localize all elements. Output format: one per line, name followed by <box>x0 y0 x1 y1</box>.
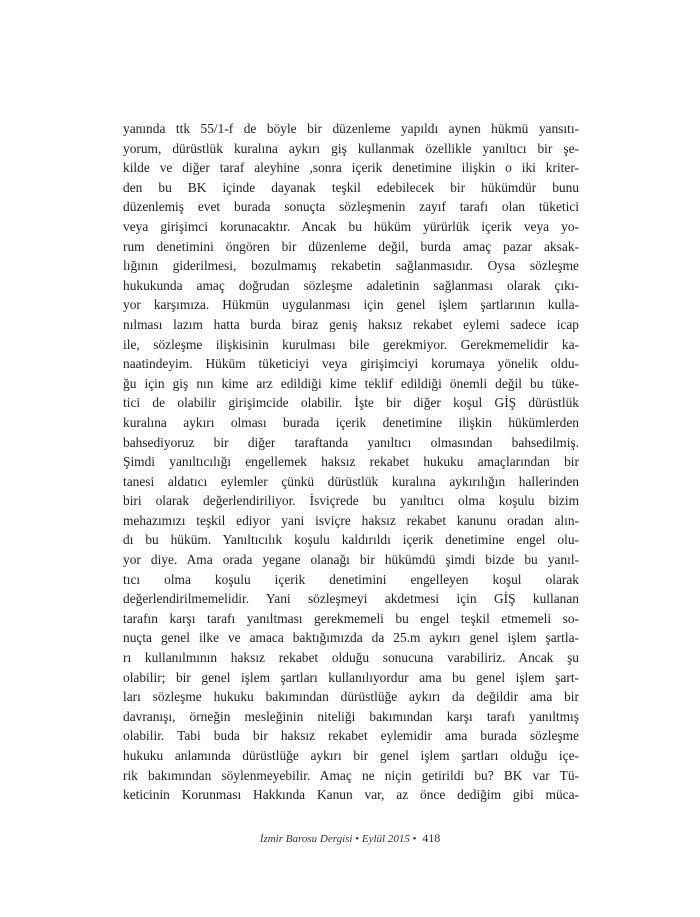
text-line: tarafın karşı tarafı yanıltması gerekmemeli bu engel teşkil etmemeli so- <box>123 610 579 626</box>
text-line: yanında ttk 55/1-f de böyle bir düzenleme yapıldı aynen hükmü yansıtı- <box>123 121 579 136</box>
page-footer <box>0 831 700 846</box>
text-line: veya girişimci korunacaktır. Ancak bu hüküm yürürlük içerik veya yo- <box>123 218 579 234</box>
text-line: değerlendirilmemelidir. Yani sözleşmeyi akdetmesi için GİŞ kullanan <box>123 591 579 607</box>
footer-separator-2: • <box>412 833 417 845</box>
text-line: ğu için giş nın kime arz edildiği kime teklif edildiği önemli değil bu tüke- <box>123 375 579 391</box>
body-text <box>123 119 579 805</box>
text-line: davranışı, örneğin mesleğinin niteliği bakımından karşı tarafı yanıltmış <box>123 708 579 724</box>
text-line: yorum, dürüstlük kuralına aykırı giş kullanmak özellikle yanıltıcı bir şe- <box>123 140 579 156</box>
text-line: kilde ve diğer taraf aleyhine ,sonra içerik denetimine ilişkin o iki kriter- <box>123 160 579 176</box>
page-number: 418 <box>422 831 441 845</box>
text-line: keticinin Korunması Hakkında Kanun var, az önce dediğim gibi müca- <box>123 787 579 803</box>
text-line: biri olarak değerlendiriliyor. İsviçrede bu yanıltıcı olma koşulu bizim <box>123 493 579 509</box>
text-line: hukukunda amaç doğrudan sözleşme adaletinin sağlanması olarak çıkı- <box>123 277 579 293</box>
text-line: mehazımızı teşkil ediyor yani isviçre haksız rekabet kanunu oradan alın- <box>123 512 579 528</box>
text-line: yor karşımıza. Hükmün uygulanması için genel işlem şartlarının kulla- <box>123 297 579 313</box>
text-line: nılması lazım hatta burda biraz geniş haksız rekabet eylemi sadece icap <box>123 316 579 332</box>
text-line: dı bu hüküm. Yanıltıcılık koşulu kaldırıldı içerik denetimine engel olu- <box>123 532 579 548</box>
text-line: ları sözleşme hukuku bakımından dürüstlüğe aykırı da değildir ama bir <box>123 689 579 705</box>
text-line: tanesi aldatıcı eylemler çünkü dürüstlük kuralına aykırılığın hallerinden <box>123 473 579 489</box>
text-line: olabilir; bir genel işlem şartları kullanılıyordur ama bu genel işlem şart- <box>123 669 579 685</box>
footer-journal-name: İzmir Barosu Dergisi <box>259 833 353 845</box>
text-line: bahsediyoruz bir diğer taraftanda yanıltıcı olmasından bahsedilmiş. <box>123 434 579 450</box>
text-line: naatindeyim. Hüküm tüketiciyi veya girişimciyi korumaya yönelik oldu- <box>123 356 579 372</box>
text-line: tıcı olma koşulu içerik denetimini engelleyen koşul olarak <box>123 571 579 587</box>
text-line: rum denetimini öngören bir düzenleme değil, burda amaç pazar aksak- <box>123 238 579 254</box>
text-line: kuralına aykırı olması burada içerik denetimine ilişkin hükümlerden <box>123 414 579 430</box>
text-line: ile, sözleşme ilişkisinin kurulması bile gerekmiyor. Gerekmemelidir ka- <box>123 336 579 352</box>
text-line: düzenlemiş evet burada sonuçta sözleşmenin zayıf tarafı olan tüketici <box>123 199 579 215</box>
text-line: olabilir. Tabi buda bir haksız rekabet eylemidir ama burada sözleşme <box>123 728 579 744</box>
text-line: rı kullanılmının haksız rekabet olduğu sonucuna varabiliriz. Ancak şu <box>123 650 579 666</box>
text-line: hukuku anlamında dürüstlüğe aykırı bir genel işlem şartları olduğu içe- <box>123 748 579 763</box>
text-line: lığının giderilmesi, bozulmamış rekabetin sağlanmasıdır. Oysa sözleşme <box>123 258 579 274</box>
text-line: rik bakımından söylenmeyebilir. Amaç ne niçin getirildi bu? BK var Tü- <box>123 767 579 783</box>
text-line: nuçta genel ilke ve amaca baktığımızda da 25.m aykırı genel işlem şartla- <box>123 630 579 646</box>
text-line: yor diye. Ama orada yegane olanağı bir hükümdü şimdi bizde bu yanıl- <box>123 552 579 568</box>
footer-issue-date: Eylül 2015 <box>361 833 410 845</box>
footer-separator: • <box>355 833 360 845</box>
text-line: Şimdi yanıltıcılığı engellemek haksız rekabet hukuku amaçlarından bir <box>123 454 579 470</box>
text-line: den bu BK içinde dayanak teşkil edebilecek bir hükümdür bunu <box>123 179 579 195</box>
text-line: tici de olabilir girişimcide olabilir. İşte bir diğer koşul GİŞ dürüstlük <box>123 395 579 411</box>
